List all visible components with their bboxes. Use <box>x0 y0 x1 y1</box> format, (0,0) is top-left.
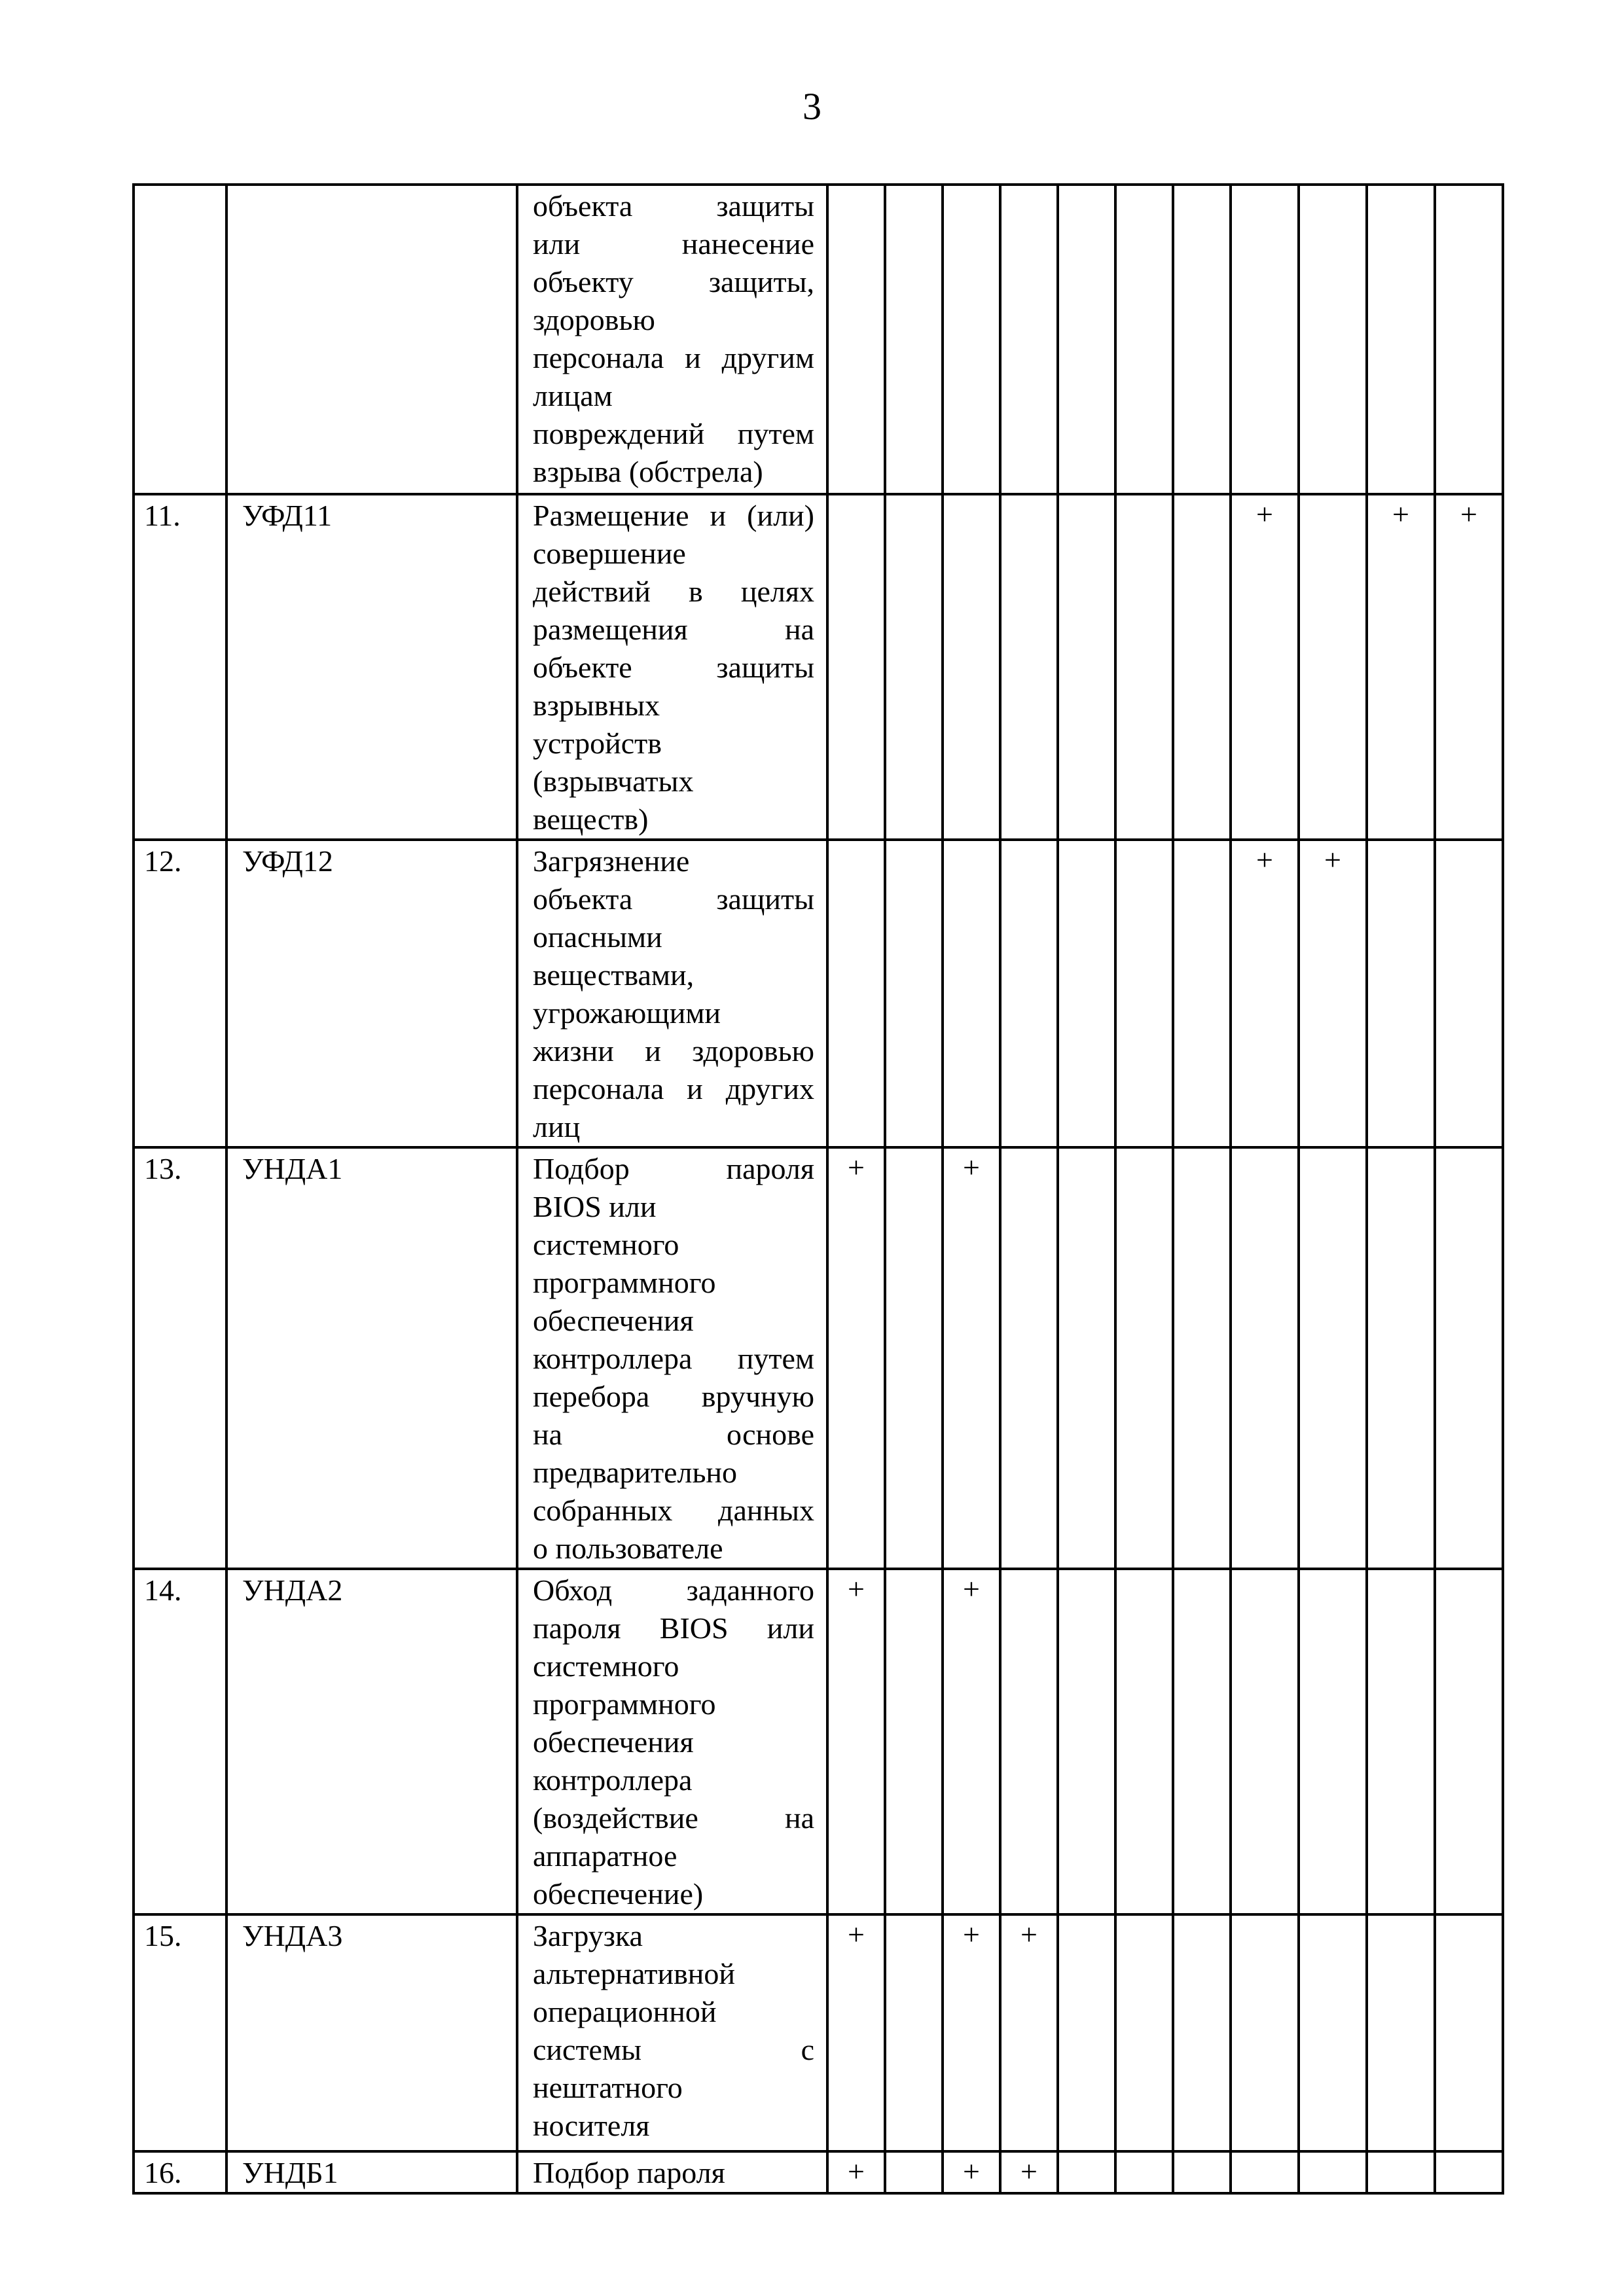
mark-cell: + <box>1000 1914 1058 2151</box>
mark-cell <box>1000 1147 1058 1569</box>
description-line: контроллера путем <box>533 1342 814 1375</box>
table-row <box>134 840 1503 1147</box>
mark-cell <box>1435 1569 1503 1914</box>
description-line: размещения на <box>533 613 814 646</box>
mark-cell <box>1058 185 1115 494</box>
mark-cell <box>885 1147 943 1569</box>
mark-cell <box>1173 1569 1231 1914</box>
description-line: жизни и здоровью <box>533 1034 814 1067</box>
mark-cell <box>885 494 943 840</box>
description-line: лиц <box>533 1110 581 1143</box>
description-line: Загрузка <box>533 1919 643 1952</box>
mark-cell <box>1173 1147 1231 1569</box>
description-line: персонала и других <box>533 1072 814 1105</box>
description-line: лицам <box>533 379 613 412</box>
threat-code: УФД12 <box>226 840 517 1147</box>
row-number: 14. <box>134 1569 226 1914</box>
description-line: Размещение и (или) <box>533 499 814 532</box>
mark-cell <box>1115 185 1173 494</box>
mark-cell: + <box>1367 494 1435 840</box>
description-line: о пользователе <box>533 1532 723 1565</box>
description-line: угрожающими <box>533 996 721 1030</box>
description-line: BIOS или <box>533 1190 657 1223</box>
mark-cell <box>1231 185 1299 494</box>
mark-cell <box>1435 1914 1503 2151</box>
table-body <box>134 185 1503 2193</box>
mark-cell <box>1435 1147 1503 1569</box>
description-line: предварительно <box>533 1456 738 1489</box>
page-number: 3 <box>803 85 821 128</box>
mark-cell <box>1173 2151 1231 2193</box>
mark-cell <box>1173 1914 1231 2151</box>
mark-cell <box>885 840 943 1147</box>
description-line: обеспечение) <box>533 1877 704 1910</box>
description-line: (воздействие на <box>533 1801 814 1835</box>
mark-cell <box>943 494 1000 840</box>
description-line: объекта защиты <box>533 189 814 223</box>
description-line: объекте защиты <box>533 651 814 684</box>
description-line: Обход заданного <box>533 1573 814 1607</box>
mark-cell <box>1367 2151 1435 2193</box>
mark-cell: + <box>943 1569 1000 1914</box>
threat-code: УНДА1 <box>226 1147 517 1569</box>
mark-cell <box>1231 1569 1299 1914</box>
mark-cell: + <box>1299 840 1367 1147</box>
mark-cell <box>1435 185 1503 494</box>
description-line: нештатного <box>533 2071 683 2104</box>
description-line: аппаратное <box>533 1839 677 1873</box>
mark-cell <box>1231 1147 1299 1569</box>
threat-code: УФД11 <box>226 494 517 840</box>
mark-cell <box>1231 2151 1299 2193</box>
mark-cell: + <box>827 1569 885 1914</box>
mark-cell <box>1299 1147 1367 1569</box>
mark-cell <box>1299 1914 1367 2151</box>
description-line: Загрязнение <box>533 844 690 878</box>
mark-cell <box>1115 1147 1173 1569</box>
description-line: веществ) <box>533 802 649 836</box>
threat-description <box>517 2151 827 2193</box>
mark-cell <box>1000 1569 1058 1914</box>
description-line: перебора вручную <box>533 1380 814 1413</box>
description-line: повреждений путем <box>533 417 814 450</box>
mark-cell <box>1115 494 1173 840</box>
mark-cell <box>1058 2151 1115 2193</box>
mark-cell: + <box>1231 840 1299 1147</box>
mark-cell <box>1058 494 1115 840</box>
mark-cell: + <box>1435 494 1503 840</box>
description-line: программного <box>533 1266 716 1299</box>
description-line: веществами, <box>533 958 695 992</box>
mark-cell <box>1231 1914 1299 2151</box>
mark-cell <box>1299 2151 1367 2193</box>
mark-cell <box>1367 185 1435 494</box>
description-line: системы с <box>533 2033 814 2066</box>
mark-cell <box>1058 1569 1115 1914</box>
threat-table <box>132 183 1504 2195</box>
description-line: или нанесение <box>533 227 814 260</box>
mark-cell <box>1299 185 1367 494</box>
mark-cell <box>827 840 885 1147</box>
mark-cell: + <box>1231 494 1299 840</box>
mark-cell <box>1173 840 1231 1147</box>
mark-cell: + <box>943 2151 1000 2193</box>
mark-cell <box>827 494 885 840</box>
threat-code <box>226 185 517 494</box>
mark-cell <box>1367 1914 1435 2151</box>
description-line: на основе <box>533 1418 814 1451</box>
description-line: системного <box>533 1649 679 1683</box>
table-row <box>134 494 1503 840</box>
description-line: здоровью <box>533 303 655 336</box>
threat-description <box>517 840 827 1147</box>
threat-code: УНДА2 <box>226 1569 517 1914</box>
mark-cell: + <box>943 1914 1000 2151</box>
row-number: 15. <box>134 1914 226 2151</box>
description-line: взрыва (обстрела) <box>533 455 763 488</box>
description-line: взрывных <box>533 689 660 722</box>
mark-cell <box>885 1914 943 2151</box>
mark-cell <box>827 185 885 494</box>
mark-cell <box>1000 185 1058 494</box>
threat-code: УНДБ1 <box>226 2151 517 2193</box>
mark-cell <box>1058 840 1115 1147</box>
description-line: контроллера <box>533 1763 693 1797</box>
description-line: пароля BIOS или <box>533 1611 814 1645</box>
description-line: (взрывчатых <box>533 764 694 798</box>
description-line: устройств <box>533 726 662 760</box>
row-number: 12. <box>134 840 226 1147</box>
mark-cell <box>1058 1914 1115 2151</box>
mark-cell <box>1115 1569 1173 1914</box>
table-row <box>134 1914 1503 2151</box>
mark-cell <box>1435 2151 1503 2193</box>
description-line: обеспечения <box>533 1304 694 1337</box>
threat-code: УНДА3 <box>226 1914 517 2151</box>
mark-cell <box>1115 2151 1173 2193</box>
threat-description <box>517 1914 827 2151</box>
table-row <box>134 2151 1503 2193</box>
mark-cell <box>885 185 943 494</box>
description-line: операционной <box>533 1995 717 2028</box>
mark-cell <box>1058 1147 1115 1569</box>
table-row <box>134 185 1503 494</box>
table-row <box>134 1147 1503 1569</box>
mark-cell: + <box>827 2151 885 2193</box>
mark-cell <box>885 1569 943 1914</box>
mark-cell: + <box>827 1914 885 2151</box>
mark-cell: + <box>1000 2151 1058 2193</box>
description-line: собранных данных <box>533 1494 814 1527</box>
mark-cell <box>1299 1569 1367 1914</box>
mark-cell <box>1367 1569 1435 1914</box>
threat-description <box>517 185 827 494</box>
mark-cell <box>1173 185 1231 494</box>
row-number: 11. <box>134 494 226 840</box>
mark-cell <box>1173 494 1231 840</box>
description-line: Подбор пароля <box>533 1152 814 1185</box>
description-line: Подбор пароля <box>533 2156 725 2189</box>
description-line: действий в целях <box>533 575 814 608</box>
mark-cell <box>1435 840 1503 1147</box>
mark-cell <box>885 2151 943 2193</box>
mark-cell <box>1299 494 1367 840</box>
mark-cell: + <box>827 1147 885 1569</box>
description-line: совершение <box>533 537 686 570</box>
description-line: альтернативной <box>533 1957 736 1990</box>
mark-cell <box>943 840 1000 1147</box>
mark-cell <box>1115 840 1173 1147</box>
threat-description <box>517 1147 827 1569</box>
threat-description <box>517 1569 827 1914</box>
mark-cell: + <box>943 1147 1000 1569</box>
mark-cell <box>1000 840 1058 1147</box>
row-number <box>134 185 226 494</box>
row-number: 16. <box>134 2151 226 2193</box>
description-line: объекта защиты <box>533 882 814 916</box>
description-line: обеспечения <box>533 1725 694 1759</box>
mark-cell <box>1367 840 1435 1147</box>
mark-cell <box>1000 494 1058 840</box>
description-line: системного <box>533 1228 679 1261</box>
mark-cell <box>1115 1914 1173 2151</box>
mark-cell <box>943 185 1000 494</box>
threat-description <box>517 494 827 840</box>
description-line: носителя <box>533 2109 650 2142</box>
row-number: 13. <box>134 1147 226 1569</box>
description-line: объекту защиты, <box>533 265 814 298</box>
description-line: опасными <box>533 920 662 954</box>
description-line: программного <box>533 1687 716 1721</box>
description-line: персонала и другим <box>533 341 814 374</box>
mark-cell <box>1367 1147 1435 1569</box>
table-row <box>134 1569 1503 1914</box>
